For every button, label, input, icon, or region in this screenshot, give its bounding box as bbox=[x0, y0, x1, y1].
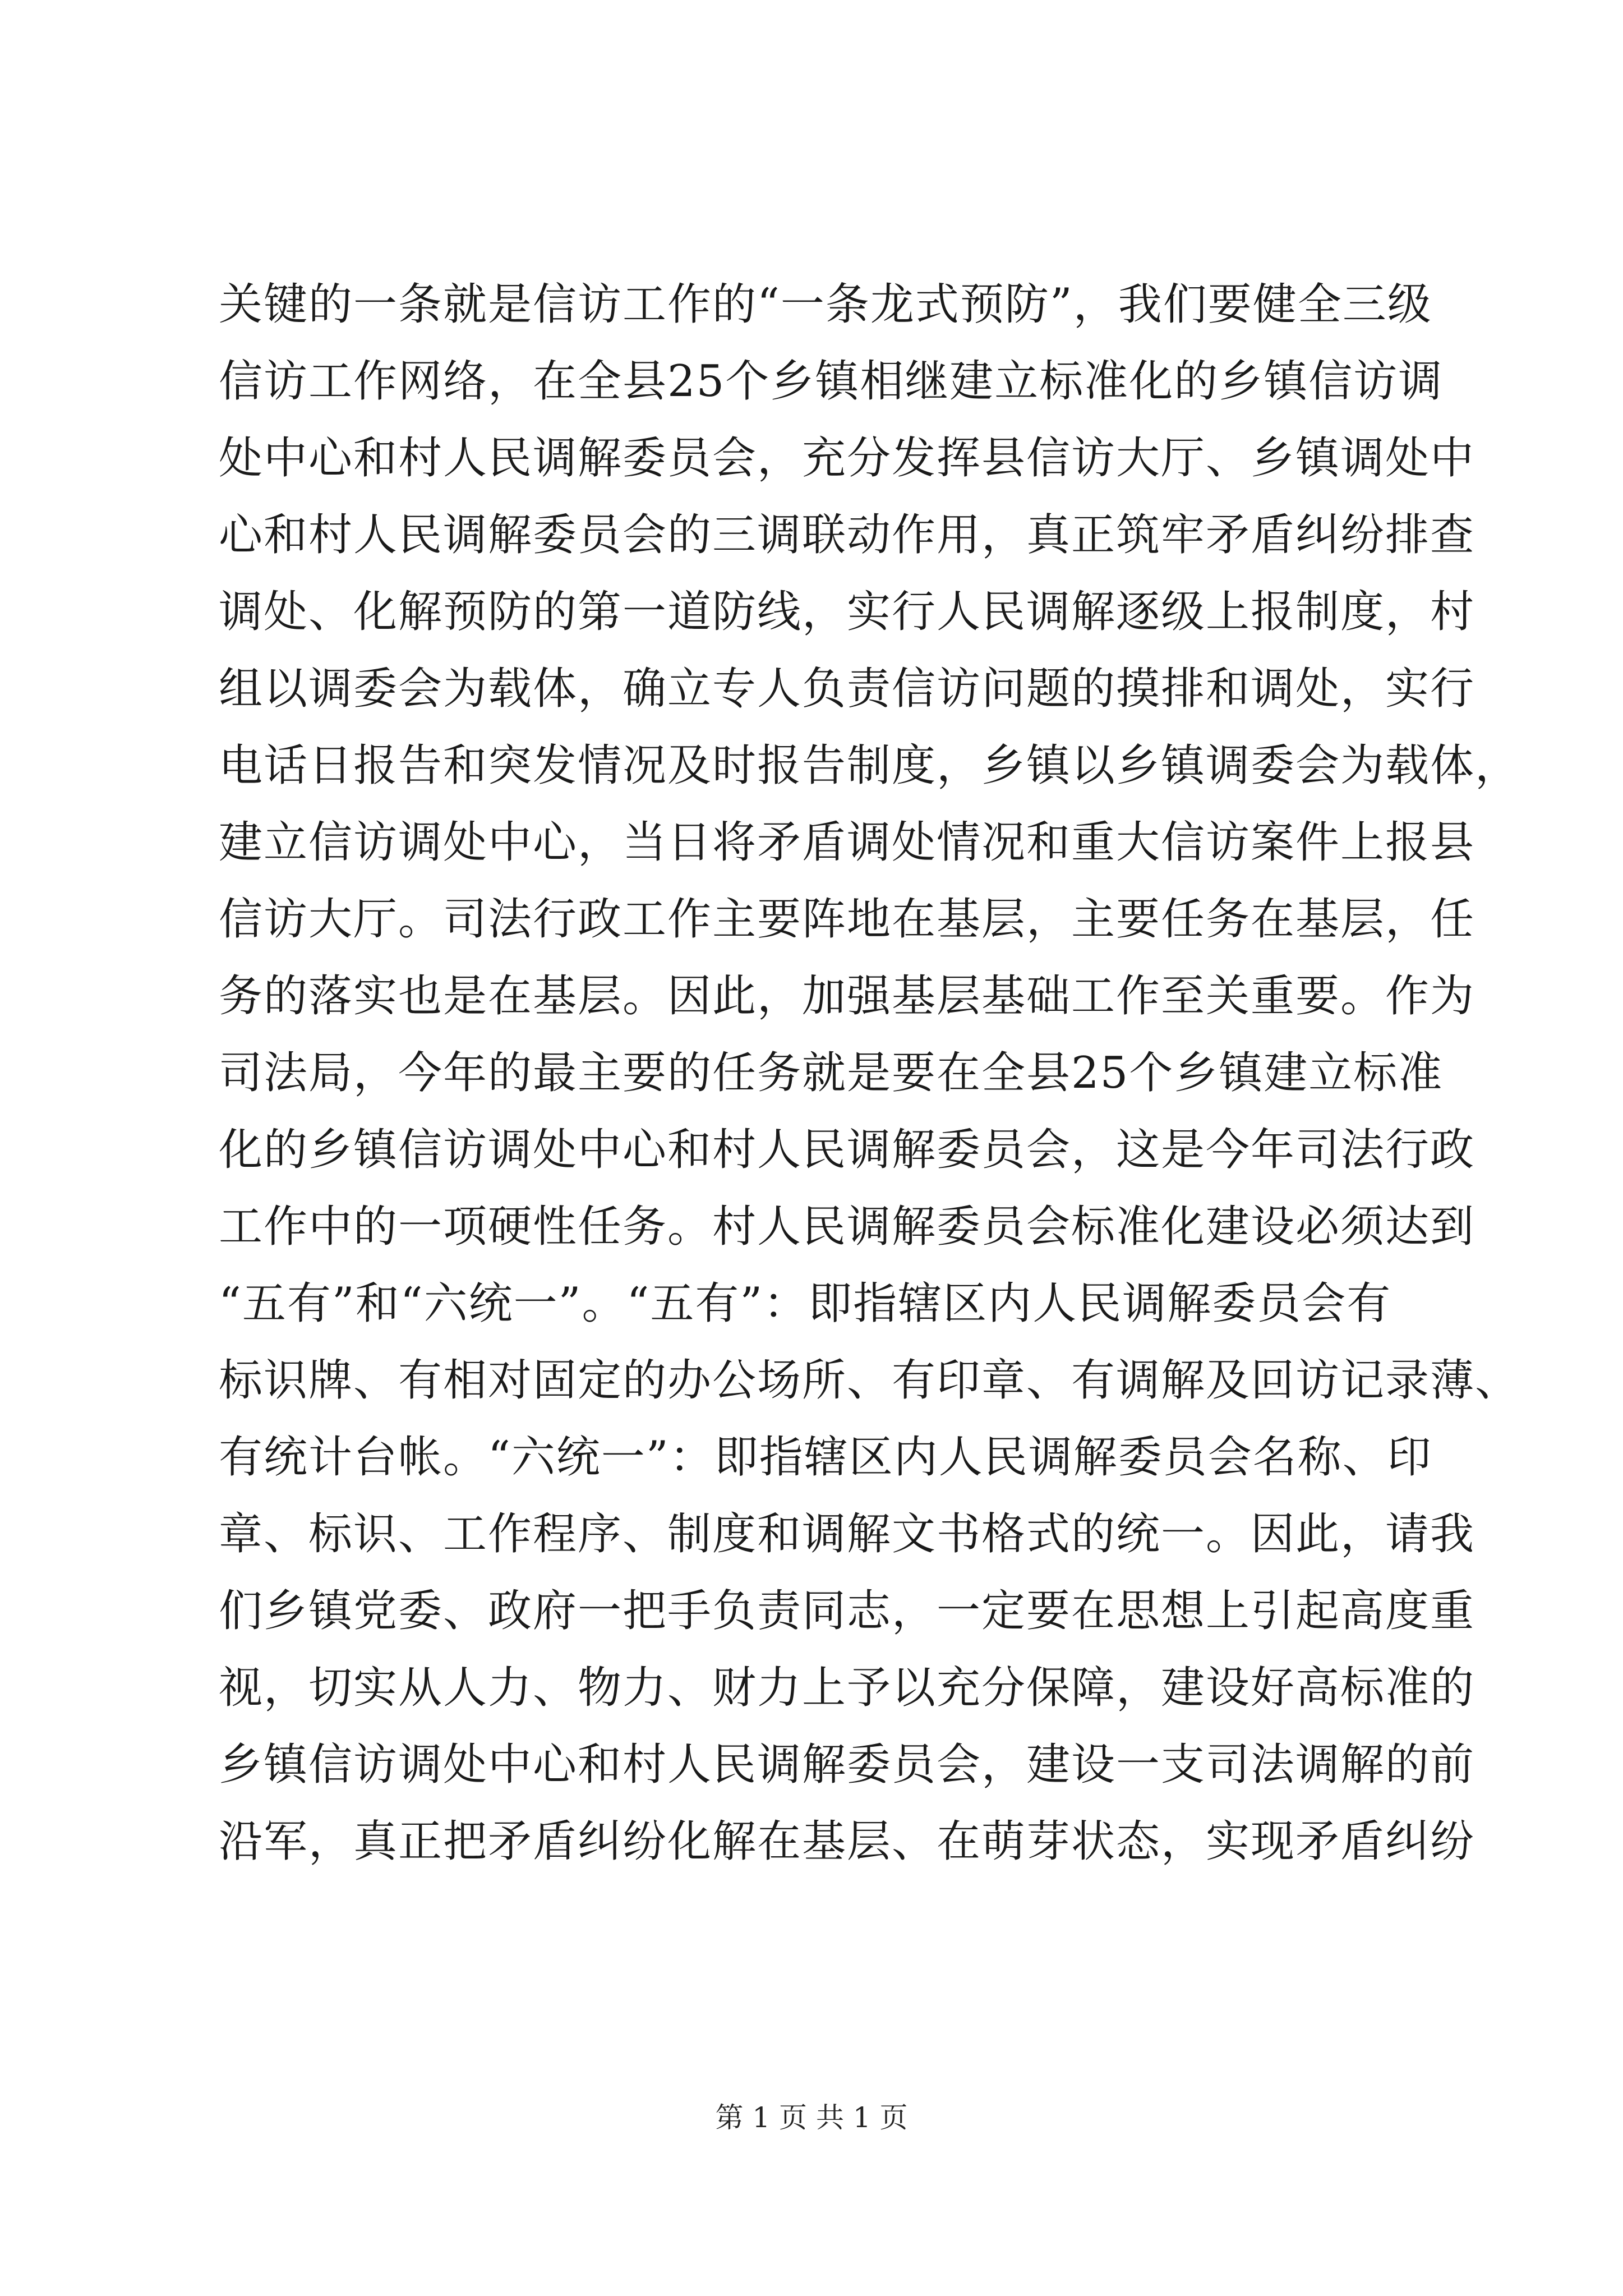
text-line: 工作中的一项硬性任务。村人民调解委员会标准化建设必须达到 bbox=[219, 1202, 1476, 1252]
text-line: 有统计台帐。“六统一”：即指辖区内人民调解委员会名称、印 bbox=[219, 1432, 1432, 1483]
page-number-label: 第 1 页 共 1 页 bbox=[715, 2101, 908, 2134]
text-line: 电话日报告和突发情况及时报告制度，乡镇以乡镇调委会为载体， bbox=[219, 740, 1520, 791]
text-line: 信访工作网络，在全县25个乡镇相继建立标准化的乡镇信访调 bbox=[219, 356, 1444, 407]
text-line: 组以调委会为载体，确立专人负责信访问题的摸排和调处，实行 bbox=[219, 664, 1476, 714]
text-line: 化的乡镇信访调处中心和村人民调解委员会，这是今年司法行政 bbox=[219, 1125, 1476, 1175]
text-line: 心和村人民调解委员会的三调联动作用，真正筑牢矛盾纠纷排查 bbox=[219, 510, 1476, 560]
text-line: 们乡镇党委、政府一把手负责同志，一定要在思想上引起高度重 bbox=[219, 1586, 1476, 1636]
text-line: 乡镇信访调处中心和村人民调解委员会，建设一支司法调解的前 bbox=[219, 1740, 1476, 1790]
text-line: 沿军，真正把矛盾纠纷化解在基层、在萌芽状态，实现矛盾纠纷 bbox=[219, 1816, 1476, 1867]
body-paragraph bbox=[219, 266, 1520, 1880]
page-footer bbox=[0, 2098, 1623, 2137]
text-line: “五有”和“六统一”。“五有”：即指辖区内人民调解委员会有 bbox=[219, 1278, 1392, 1329]
text-line: 标识牌、有相对固定的办公场所、有印章、有调解及回访记录薄、 bbox=[219, 1355, 1520, 1406]
text-line: 务的落实也是在基层。因此，加强基层基础工作至关重要。作为 bbox=[219, 971, 1476, 1022]
text-line: 视，切实从人力、物力、财力上予以充分保障，建设好高标准的 bbox=[219, 1663, 1476, 1713]
text-line: 建立信访调处中心，当日将矛盾调处情况和重大信访案件上报县 bbox=[219, 817, 1476, 868]
text-line: 处中心和村人民调解委员会，充分发挥县信访大厅、乡镇调处中 bbox=[219, 433, 1476, 484]
text-line: 司法局，今年的最主要的任务就是要在全县25个乡镇建立标准 bbox=[219, 1048, 1444, 1098]
text-line: 调处、化解预防的第一道防线，实行人民调解逐级上报制度，村 bbox=[219, 587, 1476, 637]
text-line: 信访大厅。司法行政工作主要阵地在基层，主要任务在基层，任 bbox=[219, 894, 1476, 945]
text-line: 章、标识、工作程序、制度和调解文书格式的统一。因此，请我 bbox=[219, 1509, 1476, 1559]
text-line: 关键的一条就是信访工作的“一条龙式预防”，我们要健全三级 bbox=[219, 279, 1432, 330]
